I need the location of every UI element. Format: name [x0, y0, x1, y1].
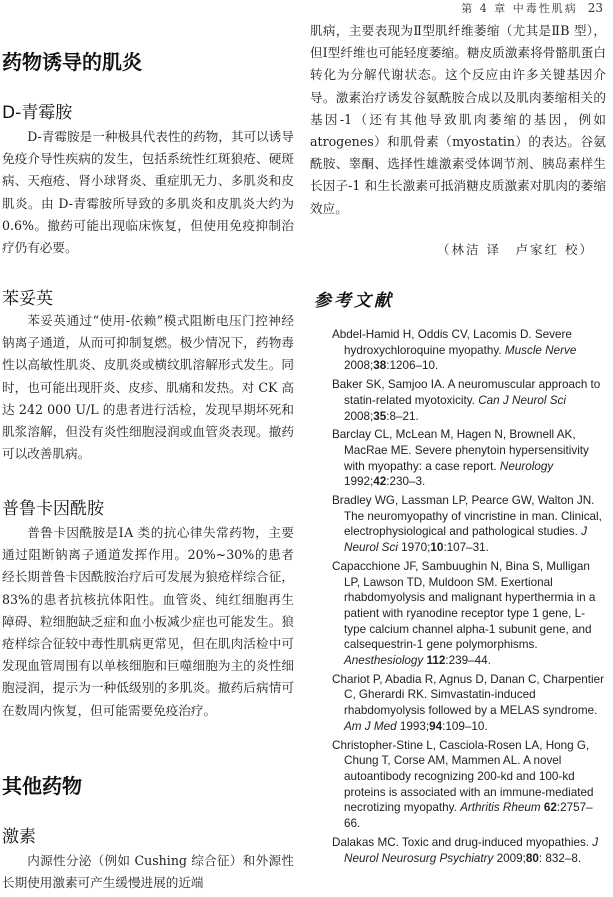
reference-item: Abdel-Hamid H, Oddis CV, Lacomis D. Severe hydroxychloroquine myopathy. Muscle Nerve 2008;38:1206–10. [332, 328, 577, 373]
reference-item: Christopher-Stine L, Casciola-Rosen LA, Hong G, Chung T, Corse AM, Mammen AL. A novel autoantibody recognizing 200-kd and 100-kd proteins is associated with an immune-mediated necrotizing myopathy. Arthritis Rheum 62:2757–66. [332, 738, 594, 831]
reference-list [332, 327, 604, 869]
section-title-other-drugs: 其他药物 [2, 774, 82, 798]
section-title-drug-induced-myositis: 药物诱导的肌炎 [2, 50, 142, 74]
translator-credit: （林洁 译 卢家红 校） [437, 242, 594, 257]
reference-item: Bradley WG, Lassman LP, Pearce GW, Walton JN. The neuromyopathy of vincristine in man. Clinical, electrophysiological and pathological studies. J Neurol Sci 1970;10:107–31. [332, 494, 602, 555]
references-title: 参考文献 [314, 291, 394, 311]
heading-hormones: 激素 [2, 827, 36, 847]
paragraph-penicillamine: D-青霉胺是一种极具代表性的药物，其可以诱导免疫介导性疾病的发生，包括系统性红斑狼疮、硬斑病、天疱疮、肾小球肾炎、重症肌无力、多肌炎和皮肌炎。由 D-青霉胺所导致的多肌炎和皮肌炎大约为 0.6%。撤药可能出现临床恢复，但使用免疫抑制治疗仍有必要。 [2, 129, 294, 256]
reference-item: Chariot P, Abadia R, Agnus D, Danan C, Charpentier C, Gherardi RK. Simvastatin-induced rhabdomyolysis followed by a MELAS syndrome. Am J Med 1993;94:109–10. [332, 672, 604, 733]
reference-item: Baker SK, Samjoo IA. A neuromuscular approach to statin-related myotoxicity. Can J Neurol Sci 2008;35:8–21. [332, 378, 601, 423]
paragraph-hormones-continued: 肌病，主要表现为Ⅱ型肌纤维萎缩（尤其是ⅡB 型），但Ⅰ型纤维也可能轻度萎缩。糖皮质激素将骨骼肌蛋白转化为分解代谢状态。这个反应由许多关键基因介导。激素治疗诱发谷氨酰胺合成以及肌肉萎缩相关的基因-1（还有其他导致肌肉萎缩的基因，例如 atrogenes）和肌骨素（myostatin）的表达。谷氨酰胺、睾酮、选择性雄激素受体调节剂、胰岛素样生长因子-1 和生长激素可抵消糖皮质激素对肌肉的萎缩效应。 [310, 23, 606, 216]
paragraph-procainamide: 普鲁卡因酰胺是ⅠA 类的抗心律失常药物，主要通过阻断钠离子通道发挥作用。20%~30%的患者经长期普鲁卡因酰胺治疗后可发展为狼疮样综合征，83%的患者抗核抗体阳性。血管炎、纯红细胞再生障碍、粒细胞缺乏症和血小板减少症也可能发生。狼疮样综合征较中毒性肌病更常见，但在肌肉活检中可发现血管周围有以单核细胞和巨噬细胞为主的炎性细胞浸润，提示为一种低级别的多肌炎。撤药后病情可在数周内恢复，但可能需要免疫治疗。 [2, 525, 294, 718]
reference-item: Capacchione JF, Sambuughin N, Bina S, Mulligan LP, Lawson TD, Muldoon SM. Exertional rhabdomyolysis and malignant hyperthermia in a patient with ryanodine receptor type 1 gene, L-type calcium channel alpha-1 subunit gene, and calsequestrin-1 gene polymorphisms. Anesthesiology 112:239–44. [332, 559, 596, 668]
running-header [461, 0, 603, 20]
reference-item: Dalakas MC. Toxic and drug-induced myopathies. J Neurol Neurosurg Psychiatry 2009;80: 832–8. [332, 835, 599, 865]
heading-procainamide: 普鲁卡因酰胺 [2, 499, 104, 519]
heading-penicillamine: D-青霉胺 [2, 103, 73, 123]
heading-phenytoin: 苯妥英 [2, 289, 53, 309]
reference-item: Barclay CL, McLean M, Hagen N, Brownell AK, MacRae ME. Severe phenytoin hypersensitivity with myopathy: a case report. Neurology 1992;42:230–3. [332, 428, 589, 489]
running-title: 第 4 章 中毒性肌病 [461, 2, 578, 15]
paragraph-phenytoin: 苯妥英通过“使用-依赖”模式阻断电压门控神经钠离子通道，从而可抑制复燃。极少情况下，药物毒性以高敏性肌炎、皮肌炎或横纹肌溶解形式发生。同时，也可能出现肝炎、皮疹、肌痛和发热。对 CK 高达 242 000 U/L 的患者进行活检，发现早期坏死和肌浆溶解，但没有炎性细胞浸润或血管炎表现。撤药可以改善肌病。 [2, 313, 294, 462]
page-number: 23 [587, 1, 603, 15]
paragraph-hormones: 内源性分泌（例如 Cushing 综合征）和外源性长期使用激素可产生缓慢进展的近端 [2, 853, 294, 891]
